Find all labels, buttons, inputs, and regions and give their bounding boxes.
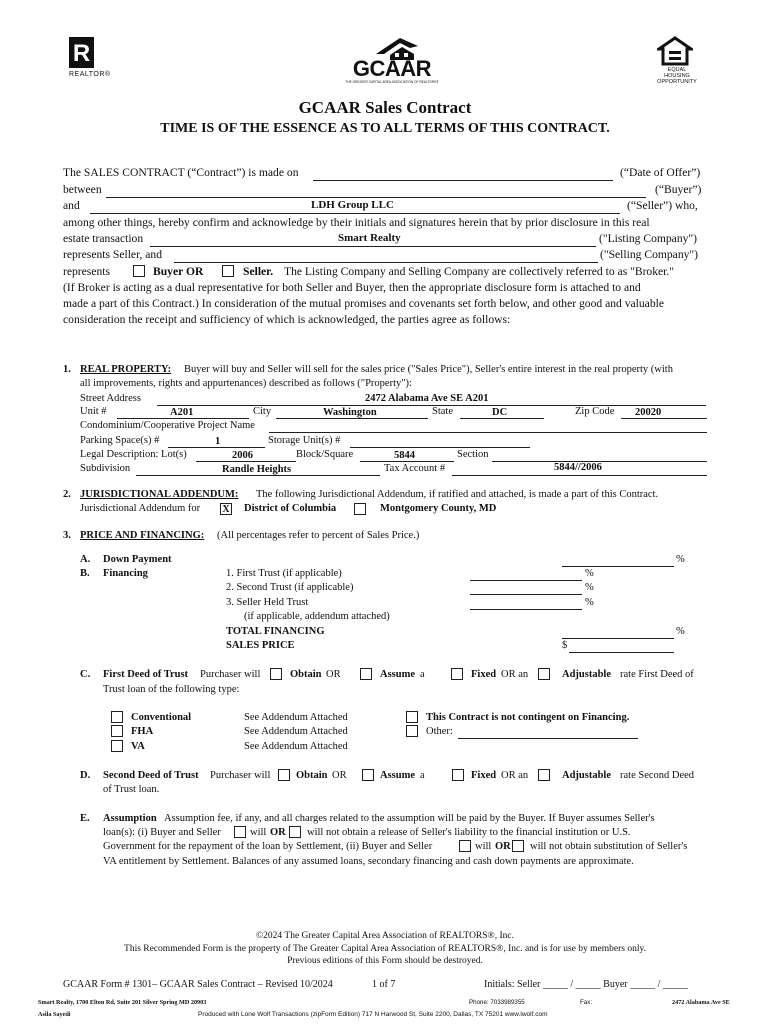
svg-text:R: R — [72, 40, 91, 67]
second-deed-or: OR — [332, 770, 347, 781]
first-deed-assume-checkbox[interactable] — [360, 668, 372, 680]
intro-line8: (If Broker is acting as a dual representative for both Seller and Buyer, then the appropriate disclosure form is attached to and — [63, 281, 641, 294]
seller-label: (“Seller”) who, — [627, 199, 698, 212]
condo-field[interactable] — [269, 432, 707, 433]
broker-phone: Phone: 7033989355 — [469, 999, 525, 1006]
subdivision-value: Randle Heights — [222, 464, 292, 475]
seller-field[interactable] — [90, 213, 620, 214]
dc-addendum-checkbox[interactable]: X — [220, 503, 232, 515]
second-deed-heading: Second Deed of Trust — [103, 770, 199, 781]
first-deed-adjustable-label: Adjustable — [562, 669, 612, 680]
assumption-text2b: will not obtain a release of Seller's liability to the financial institution or U.S. — [307, 827, 631, 838]
down-payment-field[interactable] — [562, 566, 674, 567]
first-trust-label: 1. First Trust (if applicable) — [226, 568, 342, 579]
e-letter: E. — [80, 813, 90, 824]
seller-value: LDH Group LLC — [311, 199, 394, 211]
parking-value: 1 — [215, 436, 221, 447]
produced-with: Produced with Lone Wolf Transactions (zipForm Edition) 717 N Harwood St, Suite 2200, Dallas, TX 75201 www.lwolf.com — [198, 1011, 548, 1018]
second-deed-or-an: OR an — [501, 770, 529, 781]
state-field[interactable] — [460, 418, 544, 419]
footer-previous-editions: Previous editions of this Form should be destroyed. — [287, 956, 483, 966]
release-or-label: OR — [270, 827, 286, 838]
section-3-text: (All percentages refer to percent of Sales Price.) — [217, 530, 420, 541]
tax-account-field[interactable] — [452, 475, 707, 476]
seller-held-field[interactable] — [470, 609, 582, 610]
seller-held-pct: % — [585, 597, 594, 608]
zip-field[interactable] — [621, 418, 707, 419]
mc-addendum-label: Montgomery County, MD — [380, 503, 497, 514]
state-label: State — [432, 406, 453, 417]
fha-checkbox[interactable] — [111, 725, 123, 737]
broker-fax: Fax: — [580, 999, 593, 1006]
first-deed-assume-label: Assume — [380, 669, 416, 680]
lot-value: 2006 — [232, 450, 253, 461]
second-trust-field[interactable] — [470, 594, 582, 595]
second-trust-pct: % — [585, 582, 594, 593]
first-deed-fixed-checkbox[interactable] — [451, 668, 463, 680]
section-1-number: 1. — [63, 364, 71, 375]
block-value: 5844 — [394, 450, 415, 461]
first-deed-or-an: OR an — [501, 669, 529, 680]
total-financing-field[interactable] — [562, 638, 674, 639]
first-deed-obtain-label: Obtain — [290, 669, 322, 680]
street-address-label: Street Address — [80, 393, 141, 404]
buyer-representation-checkbox[interactable] — [133, 265, 145, 277]
assumption-text2a: loan(s): (i) Buyer and Seller — [103, 827, 221, 838]
c-letter: C. — [80, 669, 91, 680]
second-deed-purchaser-will: Purchaser will — [210, 770, 271, 781]
gcaar-logo — [338, 32, 446, 88]
section-2-text: The following Jurisdictional Addendum, if ratified and attached, is made a part of this Contract. — [256, 489, 659, 500]
second-deed-line2: of Trust loan. — [103, 784, 160, 795]
addendum-for-label: Jurisdictional Addendum for — [80, 503, 201, 514]
seller-held-label: 3. Seller Held Trust — [226, 597, 309, 608]
substitution-or-label: OR — [495, 841, 511, 852]
total-financing-pct: % — [676, 626, 685, 637]
and-label: and — [63, 199, 80, 212]
gcaar-logo-text: GCAAR — [352, 56, 432, 81]
equal-housing-text: EQUAL HOUSING OPPORTUNITY — [657, 67, 697, 85]
seller-rep-label: Seller. — [243, 265, 274, 278]
block-field[interactable] — [360, 461, 454, 462]
unit-field[interactable] — [117, 418, 249, 419]
first-deed-obtain-checkbox[interactable] — [270, 668, 282, 680]
buyer-or-label: Buyer OR — [153, 265, 204, 278]
assumption-heading: Assumption — [103, 813, 157, 824]
lot-field[interactable] — [196, 461, 296, 462]
second-deed-assume-checkbox[interactable] — [362, 769, 374, 781]
second-deed-obtain-label: Obtain — [296, 770, 328, 781]
section-2-number: 2. — [63, 489, 71, 500]
section-3-heading: PRICE AND FINANCING: — [80, 530, 205, 541]
seller-representation-checkbox[interactable] — [222, 265, 234, 277]
down-payment-pct: % — [676, 554, 685, 565]
total-financing-label: TOTAL FINANCING — [226, 626, 325, 637]
substitution-will-not-checkbox[interactable] — [512, 840, 524, 852]
realtor-r-icon — [66, 36, 100, 70]
down-payment-label: Down Payment — [103, 554, 172, 565]
va-see-addendum: See Addendum Attached — [244, 741, 348, 752]
gcaar-logo-tagline: THE GREATER CAPITAL AREA ASSOCIATION OF REALTORS® — [345, 80, 439, 84]
listing-company-field[interactable] — [150, 246, 596, 247]
first-trust-field[interactable] — [470, 580, 582, 581]
b-letter: B. — [80, 568, 90, 579]
mc-addendum-checkbox[interactable] — [354, 503, 366, 515]
other-financing-checkbox[interactable] — [406, 725, 418, 737]
second-deed-a: a — [420, 770, 425, 781]
section-1-text2: all improvements, rights and appurtenances) described as follows ("Property"): — [80, 378, 412, 389]
zip-label: Zip Code — [575, 406, 615, 417]
selling-company-label: ("Selling Company") — [600, 248, 699, 261]
release-will-label: will — [250, 827, 267, 838]
footer-property-notice: This Recommended Form is the property of The Greater Capital Area Association of REALTORS®, Inc. and is for use by members only. — [124, 944, 646, 954]
conventional-label: Conventional — [131, 712, 192, 723]
first-deed-adjustable-checkbox[interactable] — [538, 668, 550, 680]
conventional-see-addendum: See Addendum Attached — [244, 712, 348, 723]
between-label: between — [63, 183, 102, 196]
other-financing-field[interactable] — [458, 738, 638, 739]
intro-line9: made a part of this Contract.) In consideration of the mutual promises and covenants set forth below, and other good and valuable — [63, 297, 664, 310]
date-of-offer-field[interactable] — [313, 180, 613, 181]
second-deed-fixed-checkbox[interactable] — [452, 769, 464, 781]
substitution-will-checkbox[interactable] — [459, 840, 471, 852]
fha-label: FHA — [131, 726, 154, 737]
sales-price-dollar: $ — [562, 640, 568, 651]
dc-addendum-label: District of Columbia — [244, 503, 337, 514]
parking-field[interactable] — [168, 447, 265, 448]
buyer-label: (“Buyer”) — [655, 183, 702, 196]
represents-seller-label: represents Seller, and — [63, 248, 163, 261]
state-value: DC — [492, 407, 508, 418]
financing-label: Financing — [103, 568, 148, 579]
subdivision-field[interactable] — [136, 475, 380, 476]
listing-company-label: ("Listing Company") — [599, 232, 698, 245]
storage-label: Storage Unit(s) # — [268, 435, 341, 446]
listing-company-value: Smart Realty — [338, 232, 401, 244]
realtor-logo-text: REALTOR® — [69, 71, 111, 78]
selling-company-field[interactable] — [174, 262, 598, 263]
section-1-text1: Buyer will buy and Seller will sell for the sales price ("Sales Price"), Seller's entire interest in the real property (with — [184, 364, 673, 375]
assumption-text1: Assumption fee, if any, and all charges related to the assumption will be paid by the Buyer. If Buyer assumes Seller's — [164, 813, 655, 824]
first-trust-pct: % — [585, 568, 594, 579]
assumption-text3b: will not obtain substitution of Seller's — [530, 841, 688, 852]
va-checkbox[interactable] — [111, 740, 123, 752]
block-label: Block/Square — [296, 449, 354, 460]
broker-definition-text: The Listing Company and Selling Company are collectively referred to as "Broker." — [284, 265, 675, 278]
page-subtitle: TIME IS OF THE ESSENCE AS TO ALL TERMS OF THIS CONTRACT. — [160, 121, 610, 136]
first-deed-heading: First Deed of Trust — [103, 669, 189, 680]
first-deed-purchaser-will: Purchaser will — [200, 669, 261, 680]
zip-value: 20020 — [635, 407, 662, 418]
section-1-heading: REAL PROPERTY: — [80, 364, 172, 375]
assumption-text4: VA entitlement by Settlement. Balances of any assumed loans, secondary financing and cash down payments are approximate. — [103, 856, 634, 867]
fha-see-addendum: See Addendum Attached — [244, 726, 348, 737]
intro-line4: among other things, hereby confirm and acknowledge by their initials and signatures herein that by prior disclosure in this real — [63, 216, 650, 229]
a-letter: A. — [80, 554, 91, 565]
legal-description-label: Legal Description: Lot(s) — [80, 449, 187, 460]
other-financing-label: Other: — [426, 726, 453, 737]
broker-info: Smart Realty, 1700 Elton Rd, Suite 201 Silver Spring MD 20903 — [38, 999, 207, 1006]
equal-housing-icon — [657, 36, 693, 66]
intro-line10: consideration the receipt and sufficiency of which is acknowledged, the parties agree as follows: — [63, 313, 511, 326]
city-label: City — [253, 406, 272, 417]
page-number: 1 of 7 — [372, 979, 396, 990]
footer-copyright: ©2024 The Greater Capital Area Association of REALTORS®, Inc. — [255, 931, 515, 941]
va-label: VA — [131, 741, 145, 752]
tax-account-value: 5844//2006 — [554, 462, 602, 473]
storage-field[interactable] — [350, 447, 530, 448]
first-deed-line2: Trust loan of the following type: — [103, 684, 240, 695]
section-label: Section — [457, 449, 489, 460]
second-deed-fixed-label: Fixed — [471, 770, 497, 781]
sales-price-field[interactable] — [569, 652, 674, 653]
page-title: GCAAR Sales Contract — [298, 98, 472, 117]
first-deed-rate-text: rate First Deed of — [620, 669, 694, 680]
second-deed-adjustable-checkbox[interactable] — [538, 769, 550, 781]
assumption-text3a: Government for the repayment of the loan by Settlement, (ii) Buyer and Seller — [103, 841, 433, 852]
unit-label: Unit # — [80, 406, 107, 417]
second-deed-assume-label: Assume — [380, 770, 416, 781]
release-will-checkbox[interactable] — [234, 826, 246, 838]
d-letter: D. — [80, 770, 91, 781]
second-deed-obtain-checkbox[interactable] — [278, 769, 290, 781]
realtor-logo — [66, 36, 111, 82]
second-trust-label: 2. Second Trust (if applicable) — [226, 582, 354, 593]
parking-label: Parking Space(s) # — [80, 435, 160, 446]
not-contingent-label: This Contract is not contingent on Financing. — [426, 712, 630, 723]
section-2-heading: JURISDICTIONAL ADDENDUM: — [80, 489, 239, 500]
represents-label: represents — [63, 265, 110, 278]
first-deed-a: a — [420, 669, 425, 680]
agent-name: Asila Sayedi — [38, 1011, 71, 1018]
conventional-checkbox[interactable] — [111, 711, 123, 723]
section-3-number: 3. — [63, 530, 71, 541]
property-short-address: 2472 Alabama Ave SE — [672, 999, 730, 1006]
unit-value: A201 — [170, 407, 194, 418]
buyer-field[interactable] — [106, 197, 646, 198]
condo-label: Condominium/Cooperative Project Name — [80, 420, 255, 431]
intro-made-on-label: The SALES CONTRACT (“Contract”) is made on — [63, 166, 299, 179]
city-field[interactable] — [276, 418, 428, 419]
sales-price-label: SALES PRICE — [226, 640, 295, 651]
form-id: GCAAR Form # 1301– GCAAR Sales Contract – Revised 10/2024 — [63, 979, 333, 990]
estate-transaction-label: estate transaction — [63, 232, 144, 245]
street-address-value: 2472 Alabama Ave SE A201 — [365, 393, 489, 404]
release-will-not-checkbox[interactable] — [289, 826, 301, 838]
initials-line[interactable]: Initials: Seller _____ / _____ Buyer _____ / _____ — [484, 979, 688, 990]
first-deed-or: OR — [326, 669, 341, 680]
subdivision-label: Subdivision — [80, 463, 131, 474]
equal-housing-logo — [657, 36, 697, 85]
city-value: Washington — [323, 407, 377, 418]
tax-account-label: Tax Account # — [384, 463, 446, 474]
second-deed-rate-text: rate Second Deed — [620, 770, 695, 781]
second-deed-adjustable-label: Adjustable — [562, 770, 612, 781]
seller-held-note: (if applicable, addendum attached) — [244, 611, 390, 622]
date-of-offer-label: (“Date of Offer”) — [620, 166, 701, 179]
first-deed-fixed-label: Fixed — [471, 669, 497, 680]
not-contingent-checkbox[interactable] — [406, 711, 418, 723]
substitution-will-label: will — [475, 841, 492, 852]
